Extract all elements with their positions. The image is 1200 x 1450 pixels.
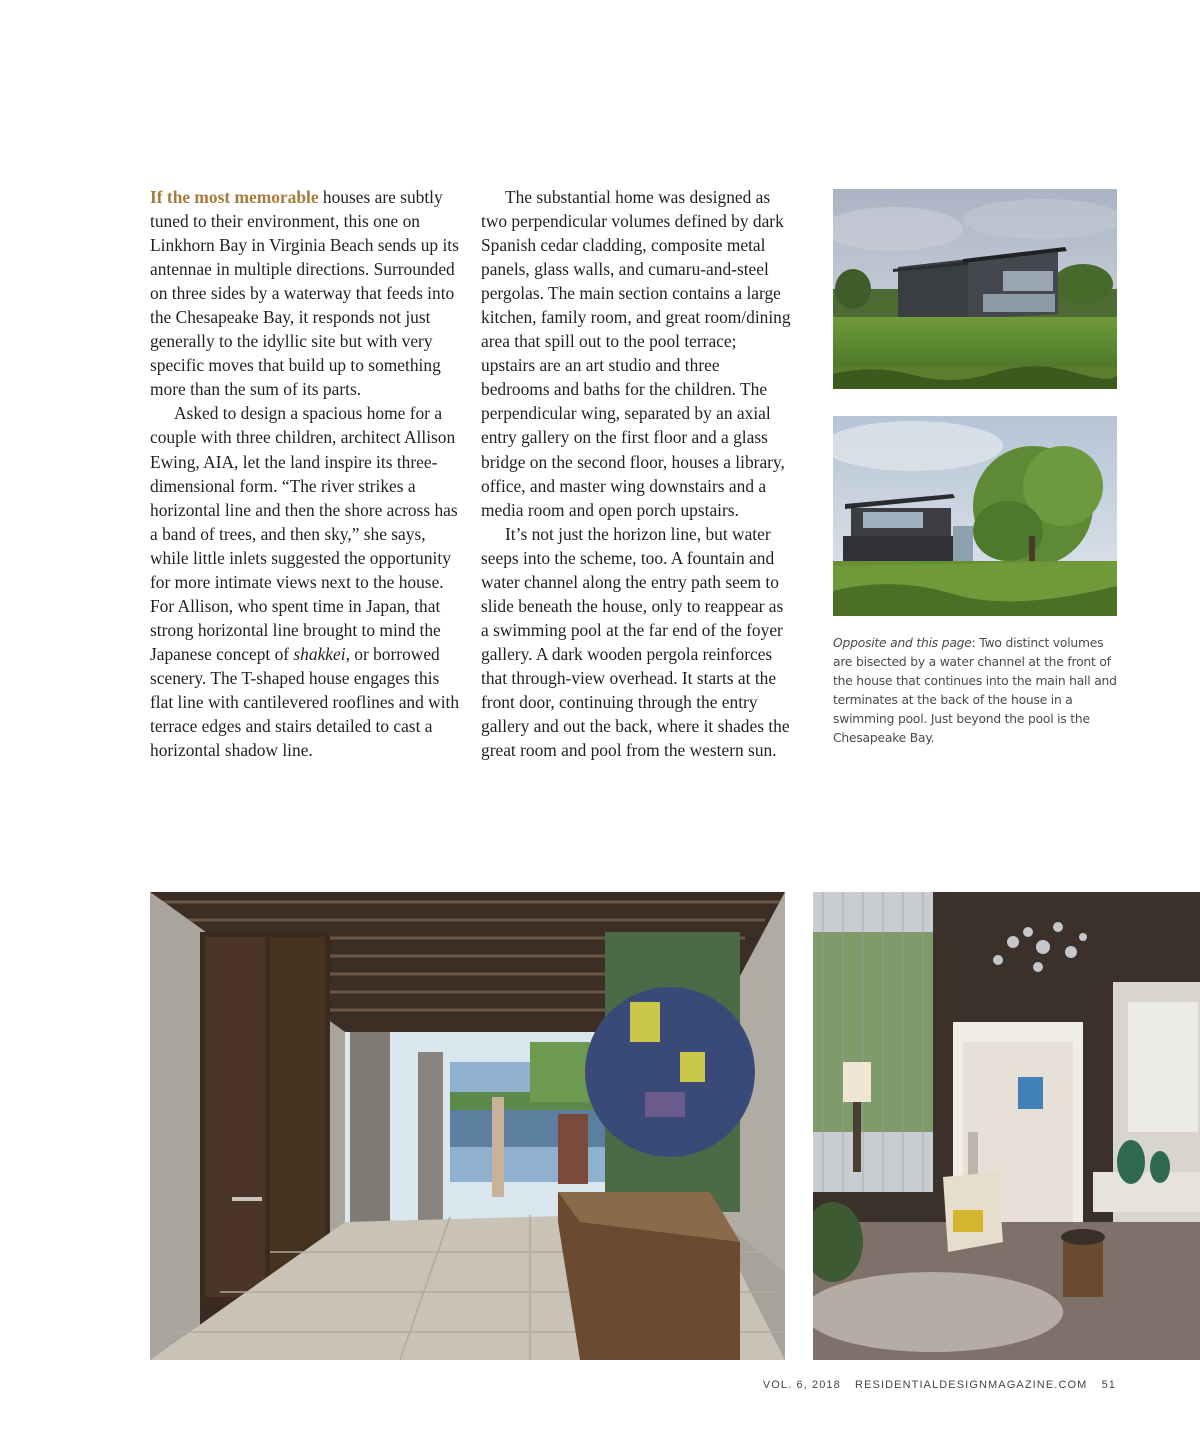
- caption-lead: Opposite and this page: [833, 636, 972, 650]
- paragraph-3: The substantial home was designed as two perpendicular volumes defined by dark Spanish cedar cladding, composite metal panels, glass walls, and cumaru-and-steel pergolas. The main section contains a large kitchen, family room, and great room/dining area that spill out to the pool terrace; upstairs are an art studio and three bedrooms and baths for the children. The perpendicular wing, separated by an axial entry gallery on the first floor and a glass bridge on the second floor, houses a library, office, and master wing downstairs and a media room and open porch upstairs.: [481, 187, 791, 520]
- article-column-2: [481, 185, 791, 762]
- paragraph-4: It’s not just the horizon line, but water seeps into the scheme, too. A fountain and water channel along the entry path seem to slide beneath the house, only to reappear as a swimming pool at the far end of the foyer gallery. A dark wooden pergola reinforces that through-view overhead. It starts at the front door, continuing through the entry gallery and out the back, where it shades the great room and pool from the western sun.: [481, 523, 790, 761]
- term-shakkei: shakkei: [293, 643, 346, 664]
- volume-label: VOL. 6, 2018: [762, 1379, 841, 1391]
- page-footer: [763, 1379, 1116, 1391]
- caption-text: : Two distinct volumes are bisected by a water channel at the front of the house that continues into the main hall and terminates at the back of the house in a swimming pool. Just beyond the pool is the Chesapeake Bay.: [833, 636, 1117, 745]
- paragraph-2: [150, 401, 460, 762]
- exterior-photo-front: [833, 189, 1117, 389]
- lead-in: If the most memorable: [150, 187, 319, 207]
- page-number: 51: [1101, 1379, 1116, 1391]
- entry-gallery-photo: [150, 892, 785, 1360]
- photo-caption: [833, 634, 1123, 748]
- living-room-photo: [813, 892, 1200, 1360]
- paragraph-2-text-end: , or borrowed scenery. The T-shaped house engages this flat line with cantilevered rooflines and with terrace edges and stairs detailed to cast a horizontal shadow line.: [150, 643, 460, 761]
- magazine-url: RESIDENTIALDESIGNMAGAZINE.COM: [855, 1379, 1088, 1391]
- paragraph-2-text: Asked to design a spacious home for a couple with three children, architect Allison Ewing, AIA, let the land inspire its three-dimensional form. “The river strikes a horizontal line and then the shore across has a band of trees, and then sky,” she says, while little inlets suggested the opportunity for more intimate views next to the house. For Allison, who spent time in Japan, that strong horizontal line brought to mind the Japanese concept of: [150, 403, 458, 664]
- paragraph-1-text: houses are subtly tuned to their environment, this one on Linkhorn Bay in Virginia Beach sends up its antennae in multiple directions. Surrounded on three sides by a waterway that feeds into the Chesapeake Bay, it responds not just generally to the idyllic site but with very specific moves that build up to something more than the sum of its parts.: [150, 187, 459, 400]
- paragraph-1: [150, 185, 460, 401]
- article-column-1: [150, 185, 460, 762]
- exterior-photo-side: [833, 416, 1117, 616]
